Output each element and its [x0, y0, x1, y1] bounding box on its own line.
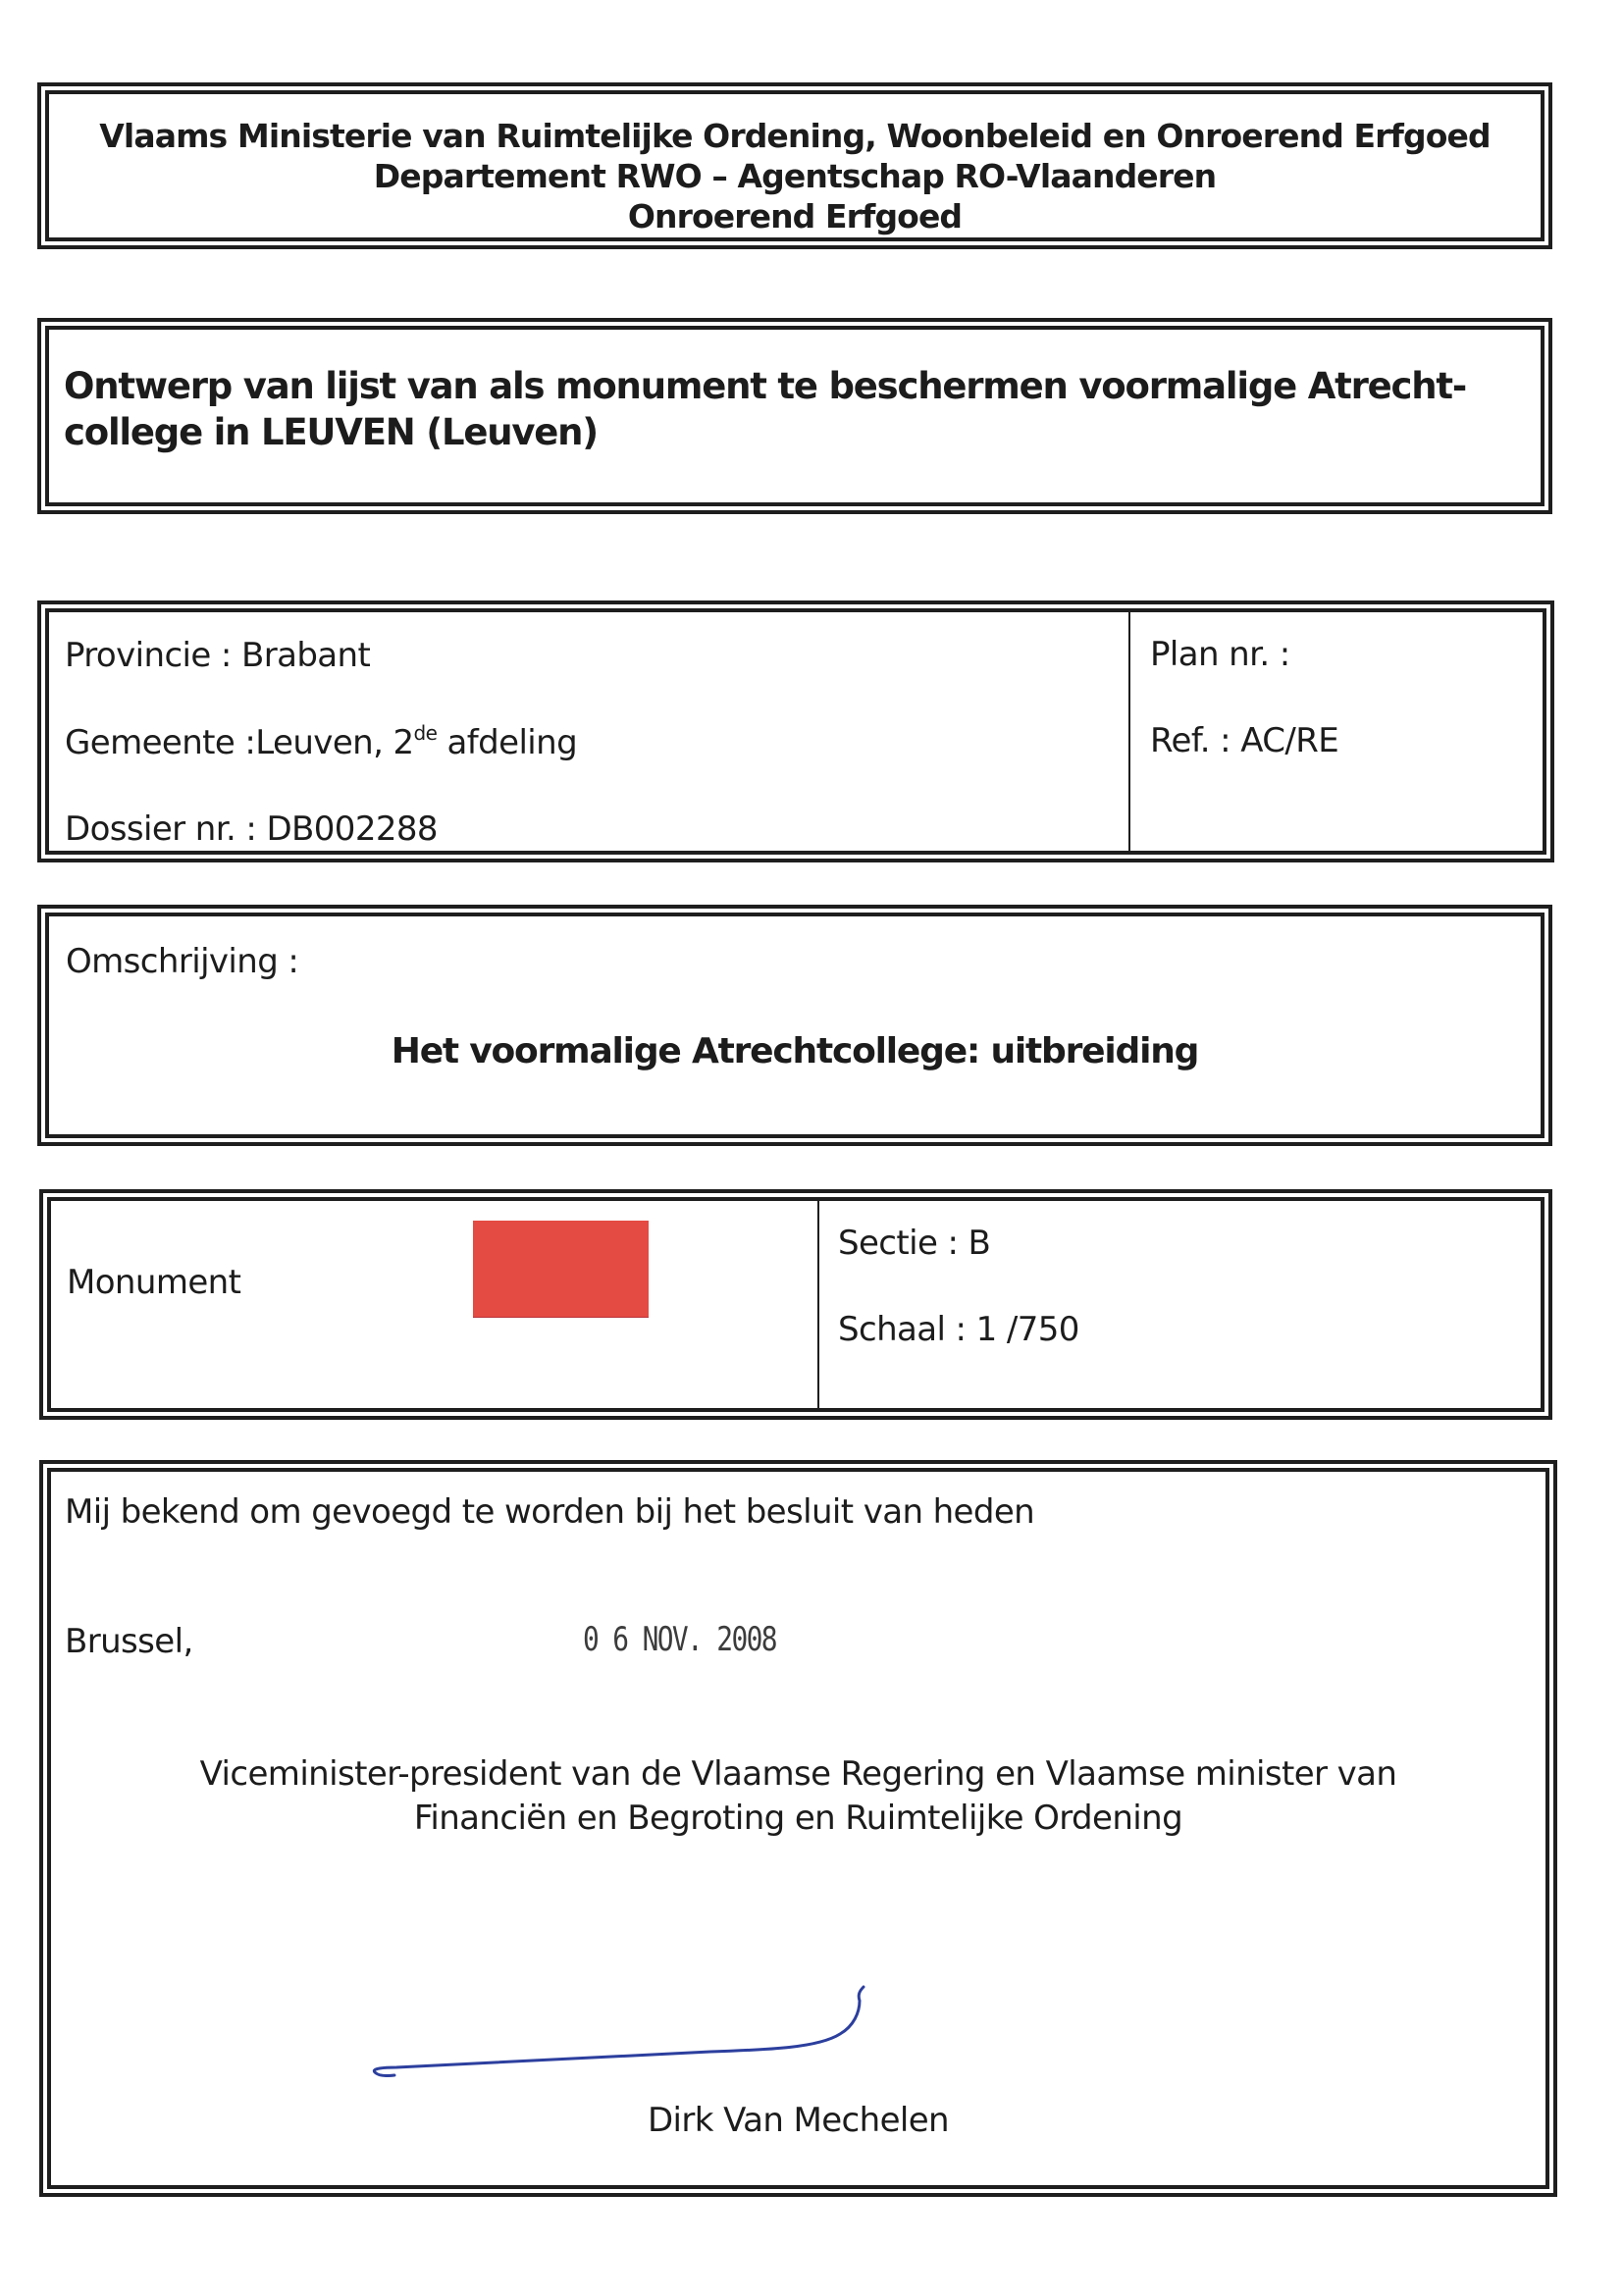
- document-title-line2: college in LEUVEN (Leuven): [64, 411, 599, 453]
- gemeente-superscript: de: [413, 721, 438, 745]
- minister-title-line1: Viceminister-president van de Vlaamse Regering en Vlaamse minister van: [199, 1754, 1397, 1794]
- ministry-name: Vlaams Ministerie van Ruimtelijke Ordening, Woonbeleid en Onroerend Erfgoed: [99, 117, 1491, 155]
- schaal-field: Schaal : 1 /750: [838, 1310, 1079, 1349]
- minister-title-line2: Financiën en Begroting en Ruimtelijke Ordening: [413, 1799, 1183, 1838]
- provincie-field: Provincie : Brabant: [65, 636, 371, 675]
- gemeente-field: [65, 721, 578, 762]
- description-label: Omschrijving :: [66, 942, 299, 981]
- gemeente-suffix: afdeling: [437, 723, 578, 762]
- handwritten-signature: [357, 1979, 907, 2077]
- description-text: Het voormalige Atrechtcollege: uitbreiding: [391, 1031, 1199, 1071]
- reference-field: Ref. : AC/RE: [1150, 721, 1339, 760]
- legend-divider: [817, 1201, 819, 1408]
- approval-statement: Mij bekend om gevoegd te worden bij het besluit van heden: [65, 1492, 1035, 1532]
- ministry-header-box: [37, 82, 1552, 249]
- gemeente-prefix: Gemeente :Leuven, 2: [65, 723, 414, 762]
- legend-inner-border: [47, 1197, 1544, 1412]
- document-title-box: [37, 318, 1552, 514]
- plan-number-field: Plan nr. :: [1150, 635, 1290, 674]
- dossier-number-field: Dossier nr. : DB002288: [65, 809, 438, 849]
- date-stamp: 0 6 NOV. 2008: [583, 1620, 776, 1659]
- description-box: [37, 905, 1552, 1146]
- location-details-divider: [1128, 612, 1130, 851]
- sectie-field: Sectie : B: [838, 1224, 991, 1263]
- agency-name: Onroerend Erfgoed: [627, 197, 963, 235]
- department-name: Departement RWO – Agentschap RO-Vlaanderen: [373, 157, 1217, 195]
- monument-legend-label: Monument: [67, 1263, 241, 1302]
- document-title-line1: Ontwerp van lijst van als monument te beschermen voormalige Atrecht-: [64, 365, 1467, 407]
- signature-box: [39, 1460, 1557, 2197]
- monument-legend-swatch: [473, 1221, 649, 1318]
- location-details-box: [37, 600, 1554, 862]
- signatory-name: Dirk Van Mechelen: [647, 2101, 950, 2140]
- legend-box: [39, 1189, 1552, 1420]
- place-label: Brussel,: [65, 1622, 193, 1661]
